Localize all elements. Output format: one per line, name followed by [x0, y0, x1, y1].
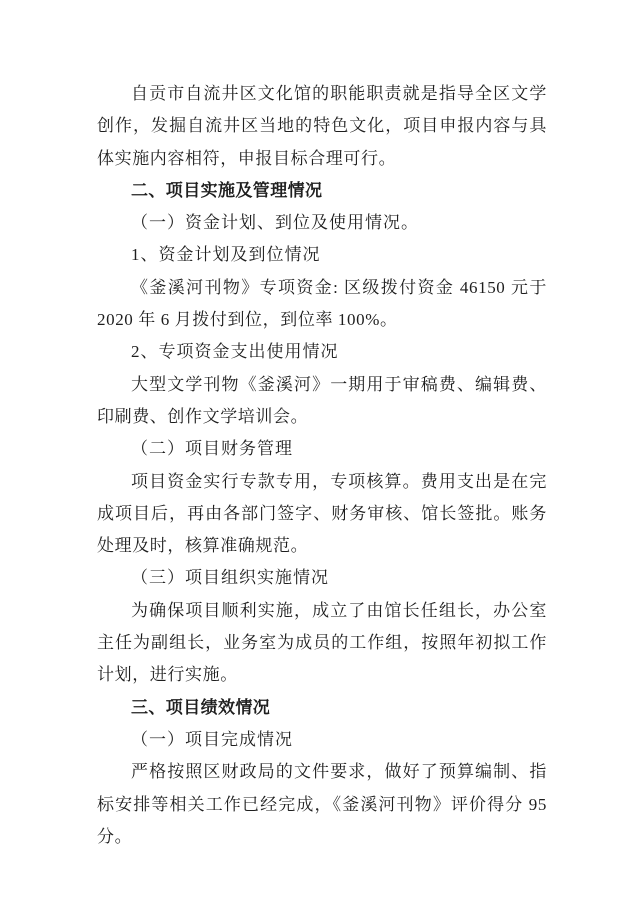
paragraph: 为确保项目顺利实施，成立了由馆长任组长，办公室主任为副组长，业务室为成员的工作组，按照年初拟工作计划，进行实施。	[97, 600, 547, 685]
paragraph: 《釜溪河刊物》专项资金: 区级拨付资金 46150 元于 2020 年 6 月拨付到位，到位率 100%。	[97, 277, 547, 330]
paragraph: 自贡市自流井区文化馆的职能职责就是指导全区文学创作，发掘自流井区当地的特色文化，项目申报内容与具体实施内容相符，申报目标合理可行。	[97, 84, 547, 168]
document-content	[97, 78, 547, 853]
numbered-sub-item: 2、专项资金支出使用情况	[131, 342, 339, 362]
paragraph: 大型文学刊物《釜溪河》一期用于审稿费、编辑费、印刷费、创作文学培训会。	[97, 374, 547, 426]
paragraph: 严格按照区财政局的文件要求，做好了预算编制、指标安排等相关工作已经完成，《釜溪河刊物》评价得分 95 分。	[97, 762, 547, 846]
section-heading: 二、项目实施及管理情况	[131, 180, 323, 200]
section-heading: 三、项目绩效情况	[131, 697, 271, 717]
sub-heading: （二）项目财务管理	[131, 439, 293, 459]
paragraph: 项目资金实行专款专用，专项核算。费用支出是在完成项目后，再由各部门签字、财务审核、馆长签批。账务处理及时，核算准确规范。	[97, 471, 547, 556]
sub-heading: （一）项目完成情况	[131, 729, 293, 749]
sub-heading: （一）资金计划、到位及使用情况。	[131, 213, 419, 233]
sub-heading: （三）项目组织实施情况	[131, 568, 329, 588]
numbered-sub-item: 1、资金计划及到位情况	[131, 245, 321, 265]
